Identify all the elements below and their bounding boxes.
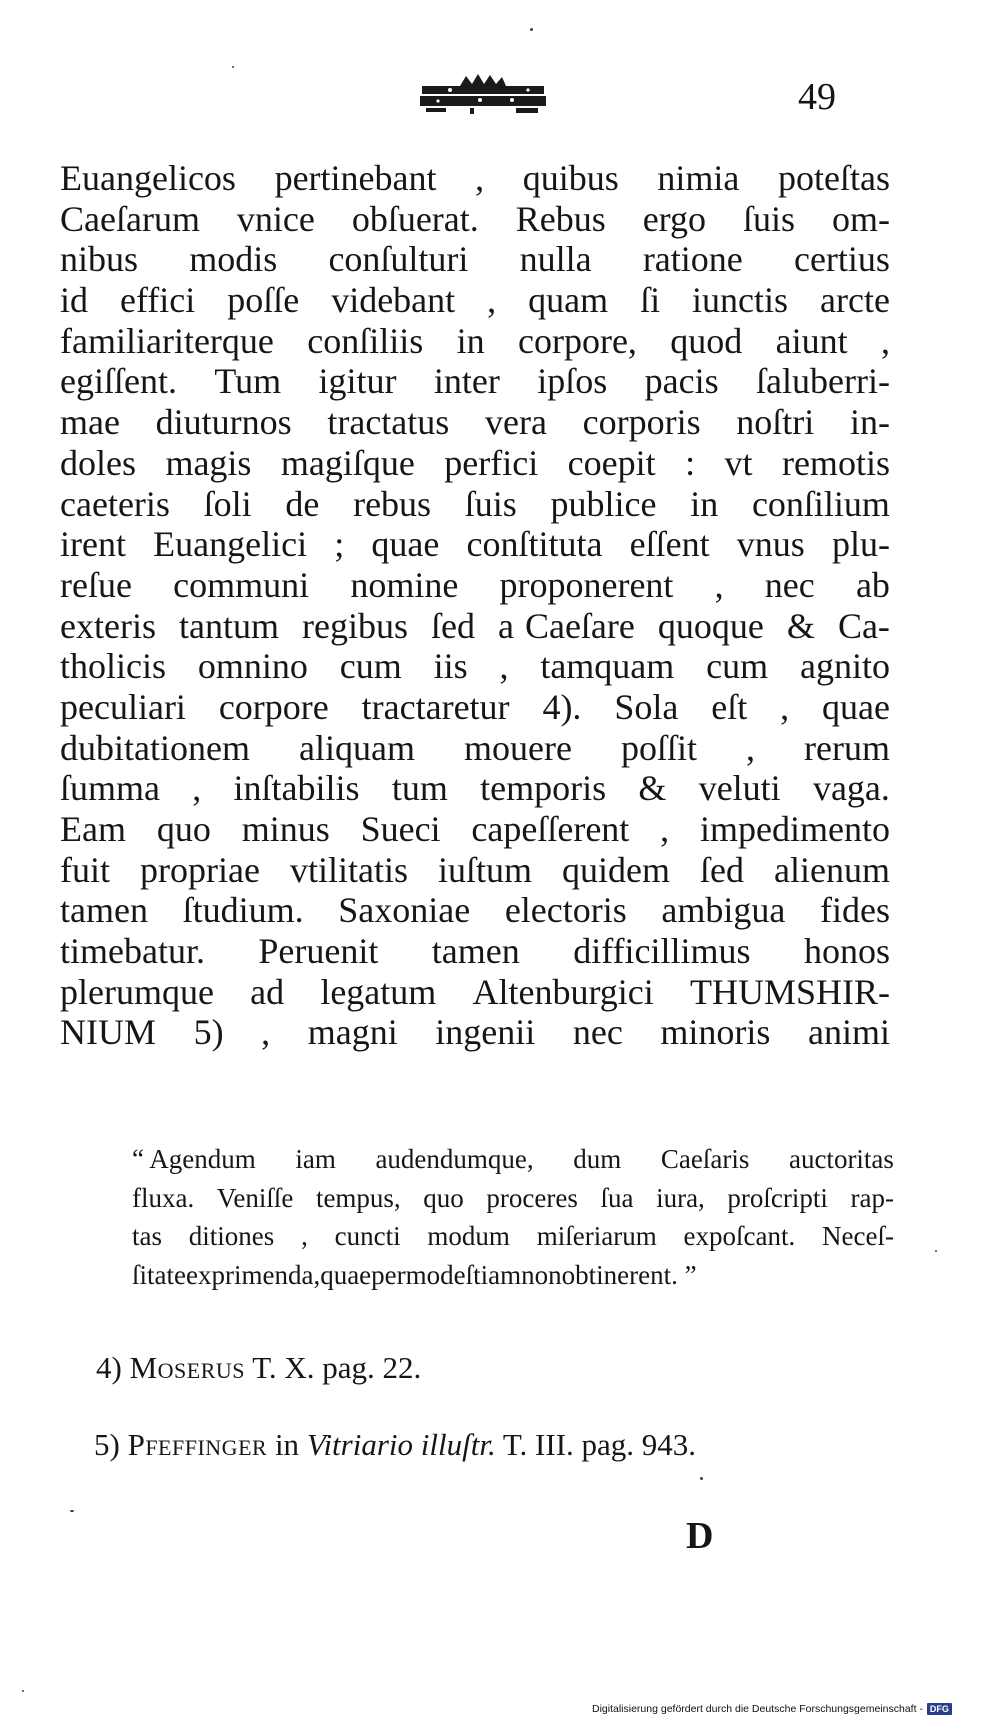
word: conſiliis [307,320,424,361]
word: nec [764,564,815,605]
word: ſumma [60,768,160,809]
word: obtinerent. ” [561,1259,697,1290]
word: Eam [60,809,126,849]
word: communi [173,564,310,605]
word: & [638,768,667,809]
word: noſtri [736,402,815,443]
word: propriae [140,849,260,890]
word: Euangelici [153,524,308,565]
word: magni [307,1012,398,1053]
word: egiſſent. [60,361,177,402]
text-line [60,809,890,850]
word: Sola [614,686,679,727]
word: auctoritas [788,1144,894,1174]
word: fides [820,890,890,931]
word: Caeſaris [660,1144,750,1174]
word: ſitate [132,1259,186,1290]
word: coepit [567,442,656,483]
word: ab [855,564,890,605]
word: iura, [656,1182,705,1213]
word: ſaluberri- [756,361,890,402]
word: difficillimus [573,931,751,972]
word: magiſque [280,442,415,483]
word: vt [724,442,753,483]
word: proponerent [499,564,674,605]
quote-line [132,1140,894,1179]
word: per [371,1259,406,1290]
word: rebus [353,483,432,524]
word: obſuerat. [351,198,479,239]
dfg-logo: DFG [927,1703,952,1715]
footnote-author: Pfeffinger [127,1427,268,1462]
word: proſcripti [727,1182,828,1213]
text-line [60,443,890,484]
word: magis [165,442,252,483]
word: ſed [430,605,475,646]
headpiece-ornament [420,72,546,118]
word: 4). [542,686,582,727]
scan-speck [70,1510,74,1512]
word: pertinebant [274,158,437,198]
word: Veniſſe [216,1182,294,1213]
word: tamen [431,931,520,972]
word: quae [822,686,890,727]
word: fluxa. [132,1182,195,1213]
word: NIUM [60,1012,156,1053]
word: vtilitatis [289,849,408,890]
word: effici [119,280,196,321]
word: remotis [781,442,890,483]
word: 5) [193,1012,224,1053]
word: tamquam [540,646,675,687]
word: arcte [820,280,890,321]
text-line [60,199,890,240]
word: regibus [301,605,408,646]
word: nec [572,1012,623,1053]
scan-speck [22,1690,24,1692]
main-text-block [60,158,890,1053]
text-line [60,850,890,891]
word: , [487,280,497,321]
word: eſſent [629,524,710,565]
word: iis [433,646,468,687]
word: proceres [486,1182,578,1213]
footnote-reference: T. III. pag. 943. [502,1427,697,1462]
word: conſulturi [328,239,469,280]
word: expoſcant. [683,1221,796,1251]
word: cuncti [334,1221,401,1251]
word: doles [60,442,136,483]
word: : [685,442,696,483]
word: ad [250,971,285,1012]
text-line [60,890,890,931]
word: poſſit [620,727,697,768]
text-line [60,768,890,809]
word: ſoli [203,483,252,524]
word: corporis [582,402,701,443]
word: poſſe [227,280,300,321]
word: conſilium [751,483,890,524]
footnote-4 [96,1350,421,1386]
text-line [60,280,890,321]
word: ; [334,524,345,565]
word: veluti [698,768,781,809]
word: impedimento [700,809,890,849]
word: eſt [711,686,748,727]
word: pacis [644,361,719,402]
word: omnino [197,646,308,687]
word: quibus [522,158,619,198]
word: caeteris [60,483,170,524]
word: ditiones [188,1221,275,1251]
scan-speck [935,1250,937,1252]
word: Saxoniae [338,890,471,931]
word: tantum [178,605,279,646]
word: , [313,1259,321,1290]
text-line [60,321,890,362]
word: mae [60,402,120,443]
word: perfici [444,442,539,483]
word: Neceſ- [822,1221,894,1251]
word: vnice [236,198,315,239]
word: quo [156,809,211,849]
word: cum [706,646,769,687]
word: , [301,1221,308,1251]
scan-speck [700,1477,703,1480]
footnote-5 [94,1427,696,1463]
word: , [499,646,509,687]
word: exteris [60,605,156,646]
word: temporis [480,768,607,809]
word: mouere [463,727,572,768]
quote-line [132,1179,894,1218]
text-line [60,687,890,728]
word: cum [339,646,402,687]
word: aliquam [298,727,415,768]
footnote-reference: T. X. pag. 22. [252,1350,422,1385]
text-line [60,524,890,565]
word: ſua [600,1182,634,1213]
word: quoque [657,605,764,646]
word: videbant [331,280,456,321]
word: legatum [320,971,437,1012]
word: Euangelicos [60,158,236,198]
word: “ Agendum [132,1144,256,1174]
word: aiunt [775,320,848,361]
word: publice [550,483,657,524]
word: & [786,605,815,646]
word: Sueci [360,809,441,849]
word: inſtabilis [233,768,360,809]
word: Peruenit [258,931,379,972]
word: tholicis [60,646,166,687]
word: reſue [60,564,132,605]
text-line [60,361,890,402]
word: a Caeſare [497,605,635,646]
text-line [60,565,890,606]
word: THUMSHIR- [689,971,890,1012]
word: iam [295,1144,336,1174]
word: timebatur. [60,931,205,972]
quote-line [132,1256,894,1295]
text-line [60,402,890,443]
word: non [521,1259,562,1290]
text-line [60,728,890,769]
word: plerumque [60,971,214,1012]
word: , [192,768,202,809]
word: vaga. [812,768,890,809]
word: iuſtum [438,849,533,890]
word: poteſtas [778,158,890,198]
word: nomine [350,564,459,605]
catchword: D [686,1515,714,1557]
word: audendumque, [375,1144,534,1174]
word: exprimenda [185,1259,314,1290]
word: quod [670,320,743,361]
word: electoris [504,890,627,931]
word: ambigua [661,890,786,931]
word: tamen [60,890,148,931]
word: vera [485,402,547,443]
word: dum [573,1144,622,1174]
word: honos [803,931,890,972]
word: ſuis [742,198,795,239]
word: , [745,727,755,768]
word: tum [391,768,448,809]
word: corpore, [517,320,637,361]
word: ipſos [537,361,608,402]
word: om- [831,198,890,239]
word: modum [427,1221,510,1251]
word: Caeſarum [60,198,200,239]
word: peculiari [60,686,186,727]
text-line [60,484,890,525]
word: alienum [774,849,890,890]
word: in- [849,402,890,443]
text-line [60,972,890,1013]
word: tractatus [327,402,450,443]
word: , [880,320,890,361]
word: fuit [60,849,110,890]
word: vnus [736,524,805,565]
word: inter [433,361,500,402]
word: tractaretur [361,686,510,727]
word: , [261,1012,271,1053]
word: , [714,564,724,605]
scan-speck [530,28,533,31]
word: corpore [218,686,329,727]
word: quidem [562,849,671,890]
footnote-work-title: Vitriario illuſtr. [306,1427,496,1462]
word: in [690,483,719,524]
word: rap- [850,1182,894,1213]
word: agnito [799,646,890,687]
word: Rebus [515,198,606,239]
word: animi [808,1012,890,1053]
word: id [60,280,89,321]
word: ingenii [435,1012,536,1053]
word: plu- [831,524,890,565]
text-line [60,239,890,280]
word: rerum [803,727,890,768]
text-line [60,606,890,647]
word: minoris [660,1012,771,1053]
word: , [780,686,790,727]
footnote-connector: in [274,1427,300,1462]
word: iunctis [692,280,789,321]
text-line [60,1012,890,1053]
word: capeſſerent [471,809,630,849]
word: nulla [519,239,592,280]
credit-text: Digitalisierung gefördert durch die Deutsche Forschungsgemeinschaft - [592,1703,923,1715]
word: familiariterque [60,320,274,361]
word: ergo [642,198,707,239]
word: nimia [657,158,740,198]
word: diuturnos [155,402,292,443]
word: dubitationem [60,727,250,768]
footnote-author: Moserus [129,1350,246,1385]
word: modis [189,239,278,280]
word: , [660,809,670,849]
word: ſuis [464,483,517,524]
word: quam [528,280,609,321]
word: minus [241,809,330,849]
text-line [60,158,890,199]
text-line [60,646,890,687]
word: Ca- [837,605,890,646]
word: ſed [700,849,745,890]
word: nibus [60,239,139,280]
footnote-marker: 5) [94,1427,120,1462]
word: Tum [214,361,282,402]
digitization-credit [592,1703,952,1715]
word: quae [371,524,440,565]
word: irent [60,524,126,565]
word: in [456,320,485,361]
word: quo [423,1182,464,1213]
word: modeſtiam [405,1259,522,1290]
quote-line [132,1217,894,1256]
word: certius [793,239,890,280]
word: ſtudium. [182,890,304,931]
word: quae [320,1259,372,1290]
word: Altenburgici [472,971,654,1012]
word: de [285,483,320,524]
footnote-marker: 4) [96,1350,122,1385]
word: tas [132,1221,162,1251]
word: tempus, [315,1182,401,1213]
text-line [60,931,890,972]
word: , [475,158,485,198]
word: conſtituta [466,524,603,565]
quotation-block [132,1140,894,1294]
word: ſi [640,280,661,321]
page-number: 49 [798,76,836,118]
word: igitur [318,361,397,402]
scan-speck [232,66,234,68]
word: miſeriarum [536,1221,657,1251]
word: ratione [642,239,743,280]
